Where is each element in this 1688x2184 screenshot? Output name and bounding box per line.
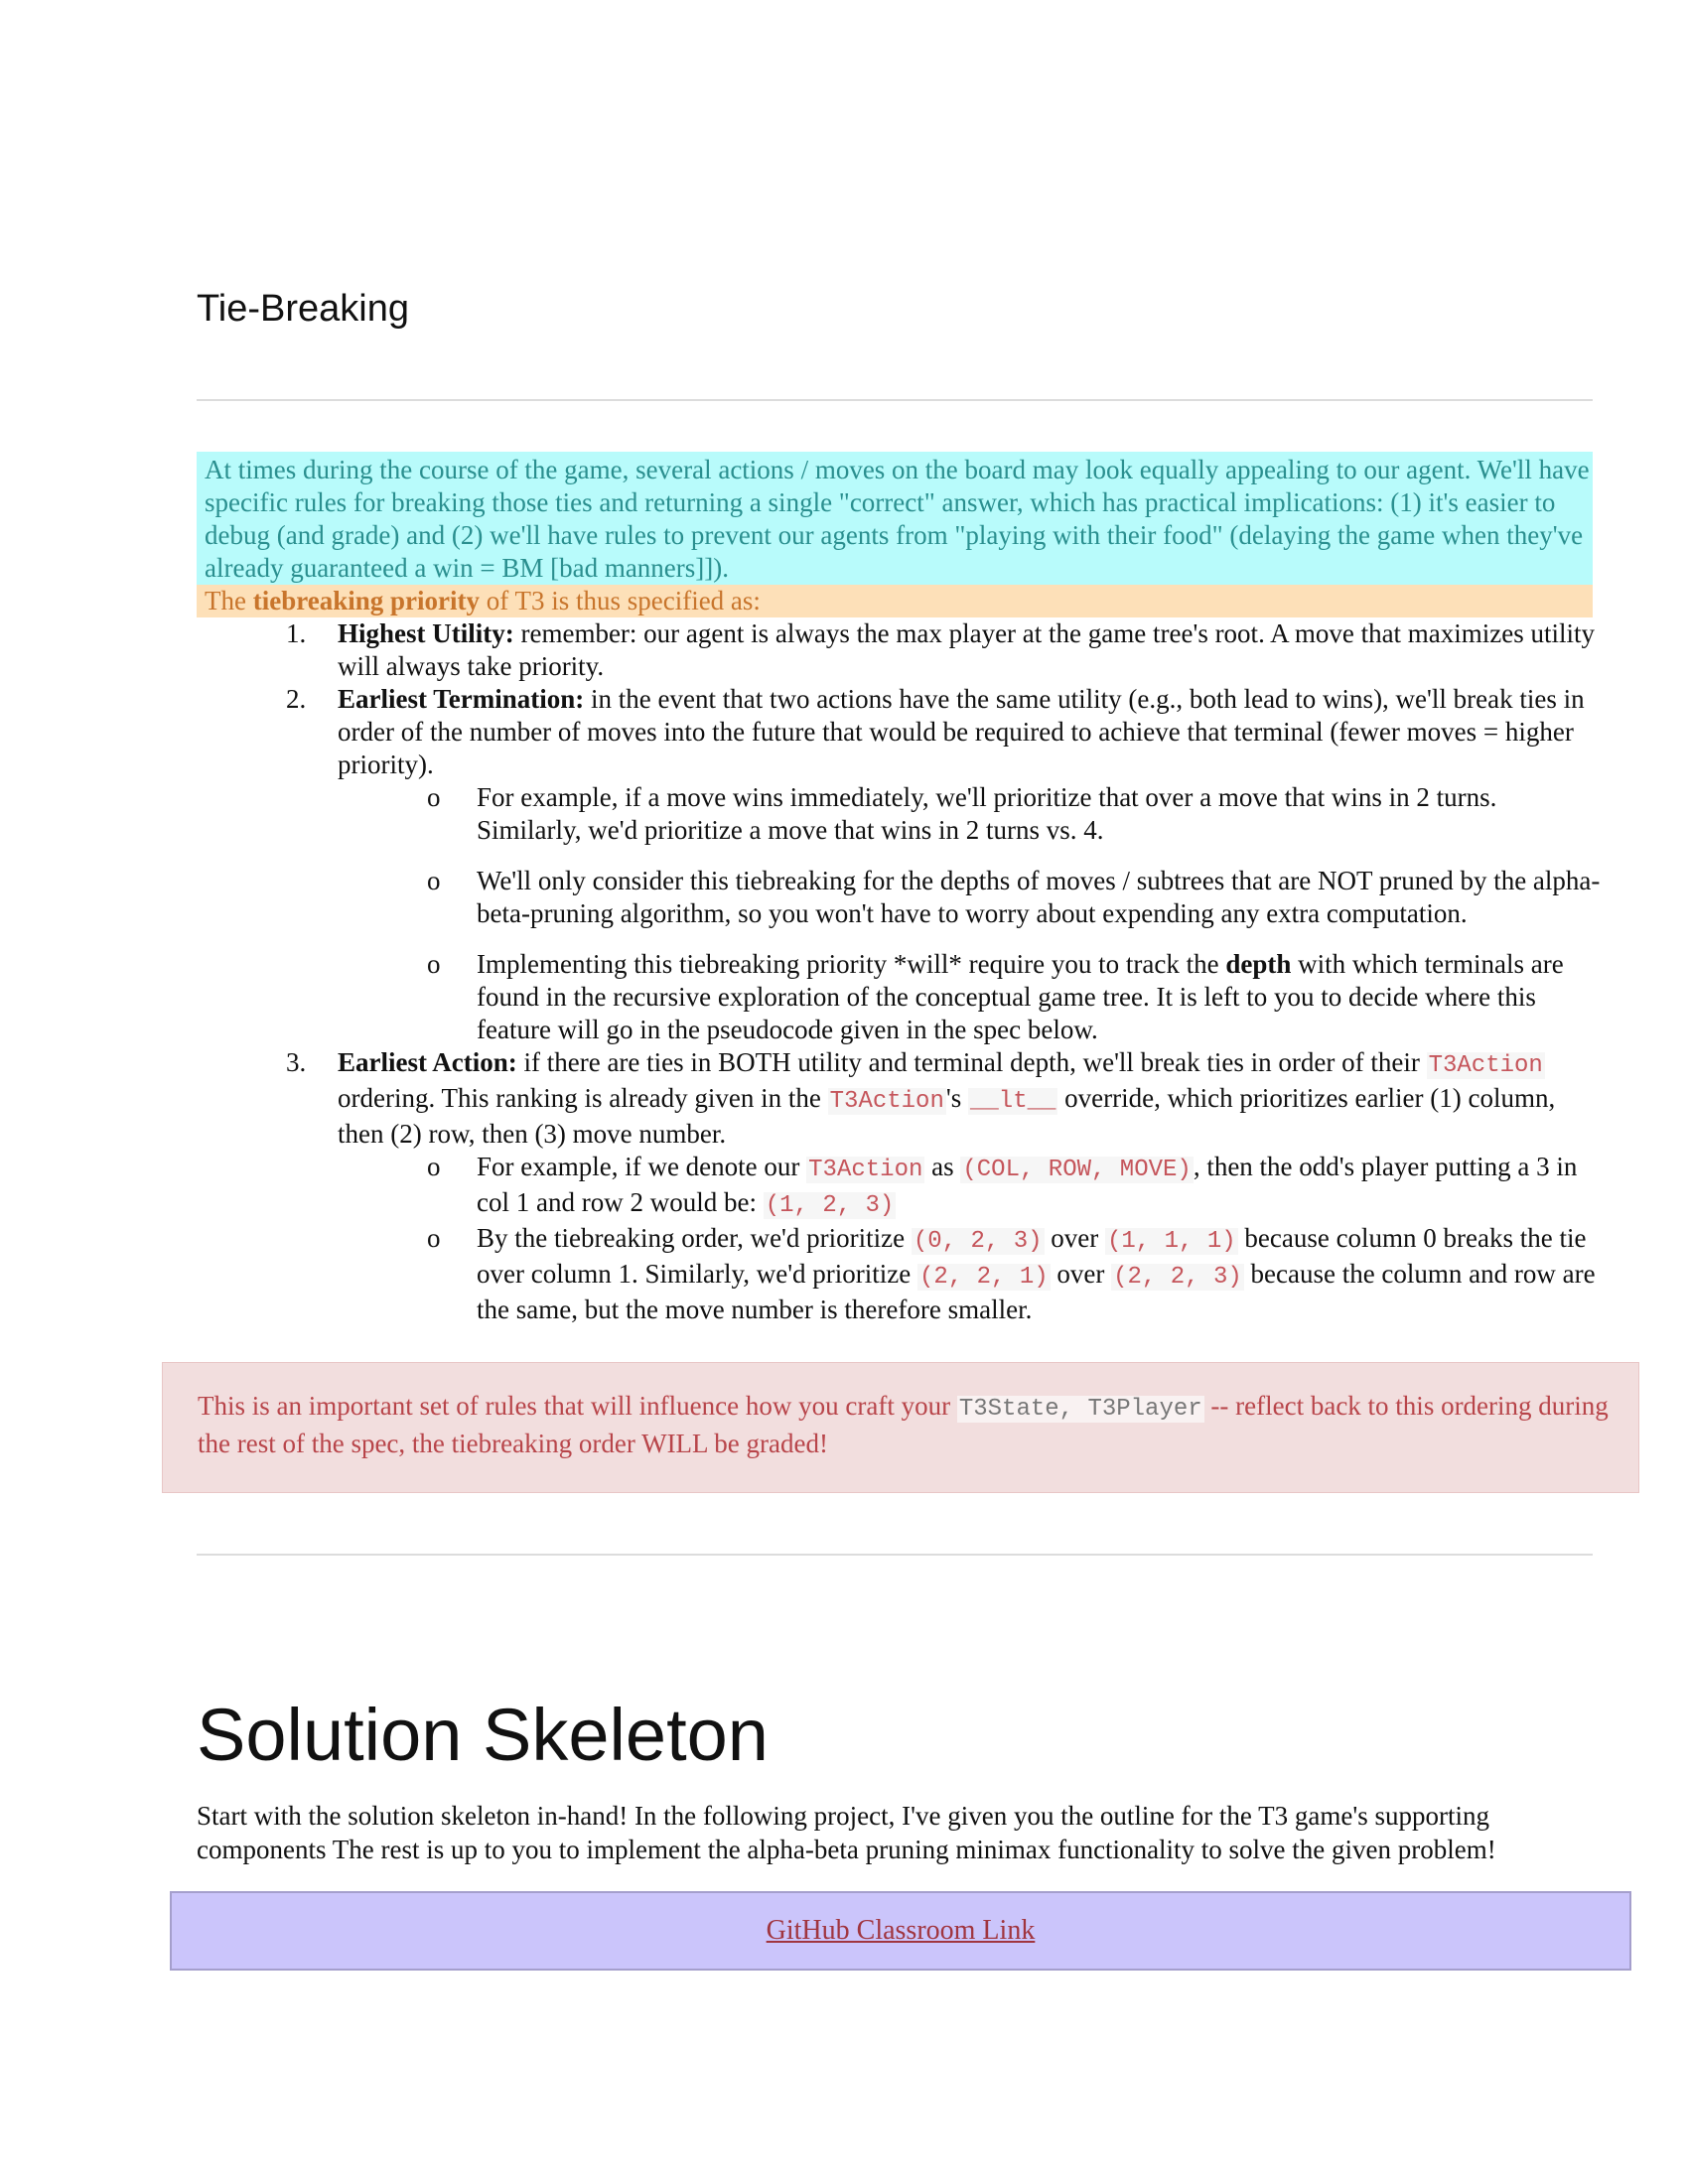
sub-item (197, 865, 1607, 930)
priority-pre: The (205, 586, 253, 615)
sub-item (197, 781, 1607, 847)
item-text: remember: our agent is always the max player at the game tree's root. A move that maximizes utility will always take priority. (338, 618, 1596, 681)
inline-code: (1, 2, 3) (765, 1192, 895, 1219)
inline-code: T3Action (1428, 1052, 1543, 1079)
github-link-box (170, 1891, 1631, 1971)
sub-item-text: as (924, 1152, 961, 1181)
sub-item-text: For example, if we denote our (477, 1152, 807, 1181)
item-text: override, which prioritizes earlier (1) column, then (2) row, then (3) move number. (338, 1083, 1556, 1149)
inline-code: T3Action (829, 1088, 944, 1115)
sub-item-text: over (1050, 1259, 1112, 1289)
github-classroom-link[interactable]: GitHub Classroom Link (766, 1915, 1036, 1946)
item-text: 's (945, 1083, 968, 1113)
warning-text: -- reflect back to this ordering during the rest of the spec, the tiebreaking order WILL be graded! (198, 1391, 1609, 1458)
inline-code: (0, 2, 3) (913, 1228, 1043, 1255)
inline-code: (2, 2, 3) (1113, 1264, 1242, 1291)
item-title: Earliest Termination: (338, 684, 585, 714)
item-text: if there are ties in BOTH utility and terminal depth, we'll break ties in order of their (516, 1047, 1427, 1077)
list-item-earliest-termination (197, 683, 1607, 781)
skeleton-text: Start with the solution skeleton in-hand! In the following project, I've given you the outline for the T3 game's supporting components The rest is up to you to implement the alpha-beta pruning minimax functionality to solve the given problem! (197, 1801, 1496, 1864)
sub-item (197, 1222, 1607, 1326)
bullet-icon: o (427, 782, 441, 812)
item-title: Highest Utility: (338, 618, 514, 648)
list-item-earliest-action (197, 1046, 1607, 1151)
warning-callout (162, 1362, 1639, 1493)
bullet-icon: o (427, 866, 441, 895)
inline-code: T3State, T3Player (958, 1396, 1202, 1423)
tiebreak-priority-list (197, 617, 1607, 1326)
priority-callout (197, 585, 1593, 617)
list-item-highest-utility (197, 617, 1607, 683)
sub-item-text: , then the odd's player putting a 3 in col 1 and row 2 would be: (477, 1152, 1578, 1217)
inline-code: (COL, ROW, MOVE) (962, 1157, 1192, 1183)
list-number: 3. (286, 1047, 307, 1077)
sub-item-text: By the tiebreaking order, we'd prioritize (477, 1223, 912, 1253)
item-title: Earliest Action: (338, 1047, 517, 1077)
inline-code: __lt__ (969, 1088, 1056, 1115)
sub-item (197, 1151, 1607, 1222)
sub-item-text: For example, if a move wins immediately, we'll prioritize that over a move that wins in 2 turns. Similarly, we'd prioritize a move that wins in 2 turns vs. 4. (477, 782, 1497, 845)
intro-text: At times during the course of the game, several actions / moves on the board may look equally appealing to our agent. We'll have specific rules for breaking those ties and returning a single "correct" answer, which has practical implications: (1) it's easier to debug (and grade) and (2) we'll have rules to prevent our agents from "playing with their food" (delaying the game when they've already guaranteed a win = BM [bad manners]]). (205, 455, 1590, 583)
section-heading-solution-skeleton: Solution Skeleton (197, 1694, 769, 1776)
priority-bold: tiebreaking priority (252, 586, 480, 615)
bullet-icon: o (427, 949, 441, 979)
divider (197, 399, 1593, 401)
sub-item-text: over (1044, 1223, 1105, 1253)
warning-text: This is an important set of rules that will influence how you craft your (198, 1391, 957, 1421)
section-heading-tie-breaking: Tie-Breaking (197, 288, 410, 330)
inline-code: (1, 1, 1) (1107, 1228, 1236, 1255)
list-number: 2. (286, 684, 307, 714)
bullet-icon: o (427, 1152, 441, 1181)
divider (197, 1554, 1593, 1556)
sub-item-text: because column 0 breaks the tie over column 1. Similarly, we'd prioritize (477, 1223, 1587, 1289)
item-text: in the event that two actions have the same utility (e.g., both lead to wins), we'll break ties in order of the number of moves into the future that would be required to achieve that terminal (fewer moves = higher priority). (338, 684, 1585, 779)
priority-post: of T3 is thus specified as: (479, 586, 761, 615)
inline-code: T3Action (808, 1157, 923, 1183)
sub-item-text: with which terminals are found in the recursive exploration of the conceptual game tree. It is left to you to decide where this feature will go in the pseudocode given in the spec below. (477, 949, 1564, 1044)
sub-item (197, 948, 1607, 1046)
sub-item-text: Implementing this tiebreaking priority *will* require you to track the (477, 949, 1226, 979)
inline-code: (2, 2, 1) (919, 1264, 1049, 1291)
intro-callout (197, 452, 1593, 587)
sub-item-text: because the column and row are the same, but the move number is therefore smaller. (477, 1259, 1596, 1324)
item-text: ordering. This ranking is already given in the (338, 1083, 828, 1113)
list-number: 1. (286, 618, 307, 648)
bullet-icon: o (427, 1223, 441, 1253)
sub-item-bold: depth (1225, 949, 1292, 979)
sub-item-text: We'll only consider this tiebreaking for the depths of moves / subtrees that are NOT pruned by the alpha-beta-pruning algorithm, so you won't have to worry about expending any extra computation. (477, 866, 1601, 928)
